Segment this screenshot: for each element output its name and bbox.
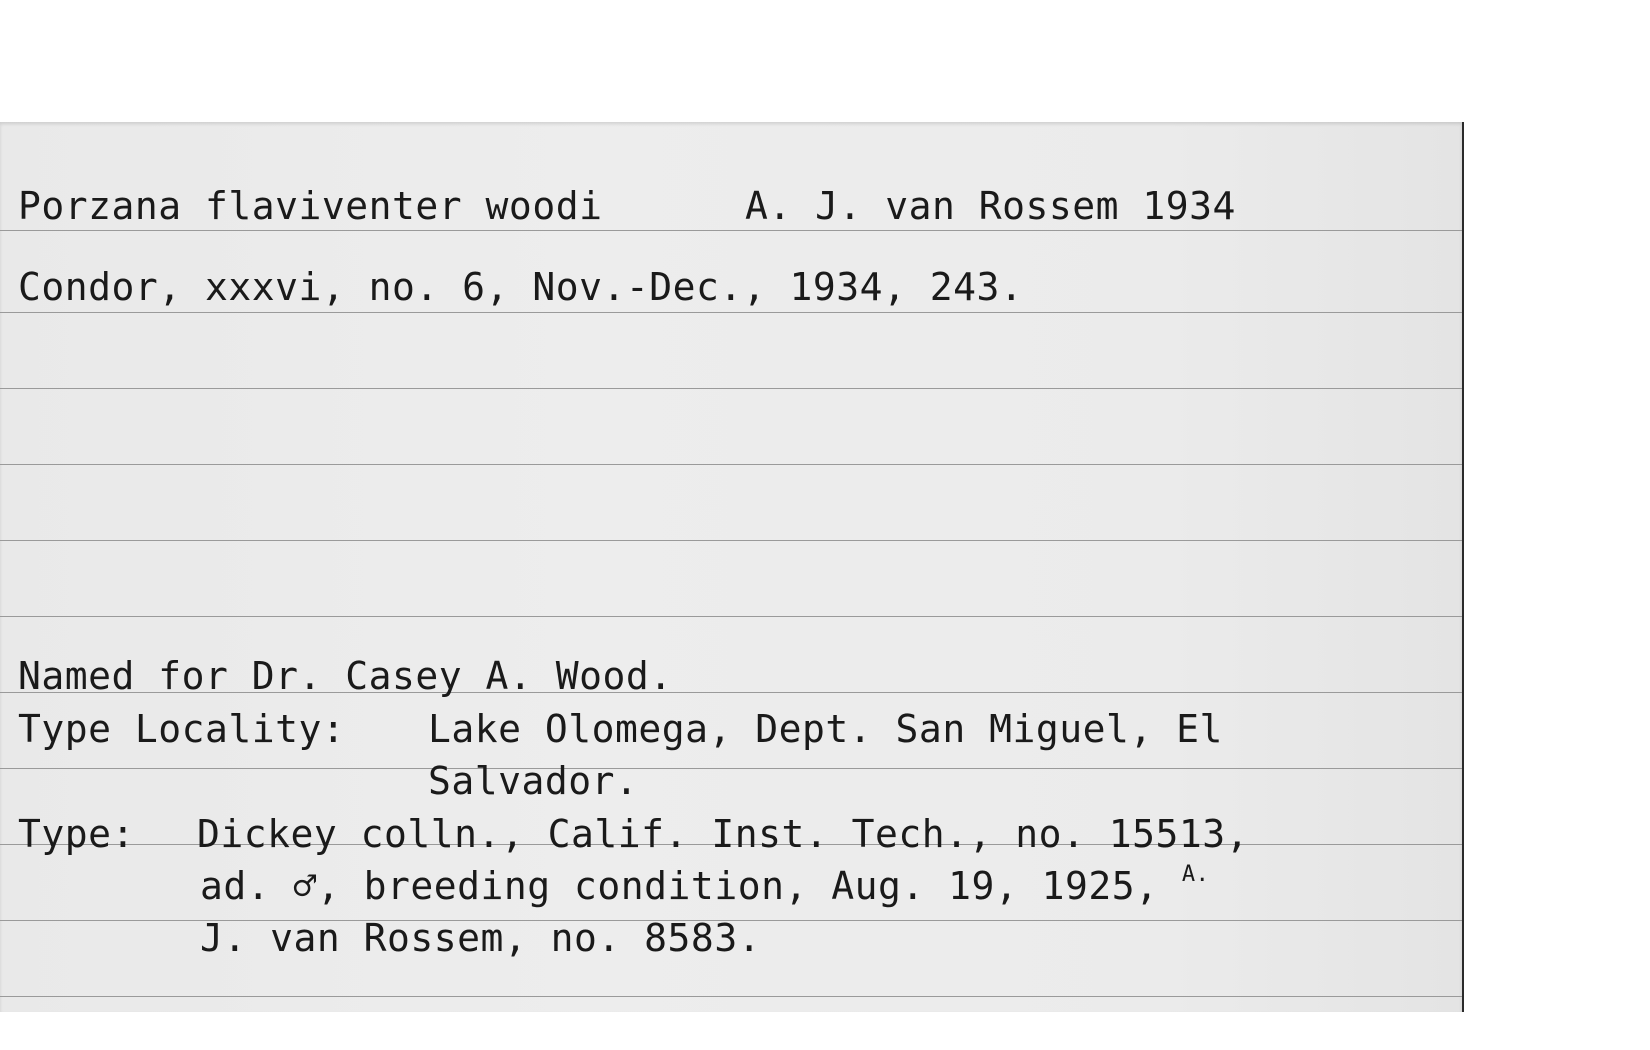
type-locality-label: Type Locality:: [18, 707, 346, 751]
card-rule: [0, 312, 1462, 313]
type-label: Type:: [18, 812, 135, 856]
named-for: Named for Dr. Casey A. Wood.: [18, 654, 673, 698]
type-line3: J. van Rossem, no. 8583.: [200, 916, 762, 960]
card-rule: [0, 768, 1462, 769]
type-line2: [200, 864, 1209, 908]
type-locality-value-line1: Lake Olomega, Dept. San Miguel, El: [428, 707, 1223, 751]
card-rule: [0, 230, 1462, 231]
type-locality-value-line2: Salvador.: [428, 759, 639, 803]
card-rule: [0, 616, 1462, 617]
species-name: Porzana flaviventer woodi: [18, 184, 603, 228]
card-rule: [0, 996, 1462, 997]
species-author: A. J. van Rossem 1934: [745, 184, 1236, 228]
type-line2-sup: A.: [1181, 862, 1210, 887]
index-card: [0, 122, 1464, 1012]
card-rule: [0, 540, 1462, 541]
type-line2-text: ad. ♂, breeding condition, Aug. 19, 1925,: [200, 864, 1159, 908]
citation: Condor, xxxvi, no. 6, Nov.-Dec., 1934, 243.: [18, 265, 1024, 309]
card-rule: [0, 388, 1462, 389]
card-rule: [0, 464, 1462, 465]
type-line1: Dickey colln., Calif. Inst. Tech., no. 15513,: [197, 812, 1250, 856]
